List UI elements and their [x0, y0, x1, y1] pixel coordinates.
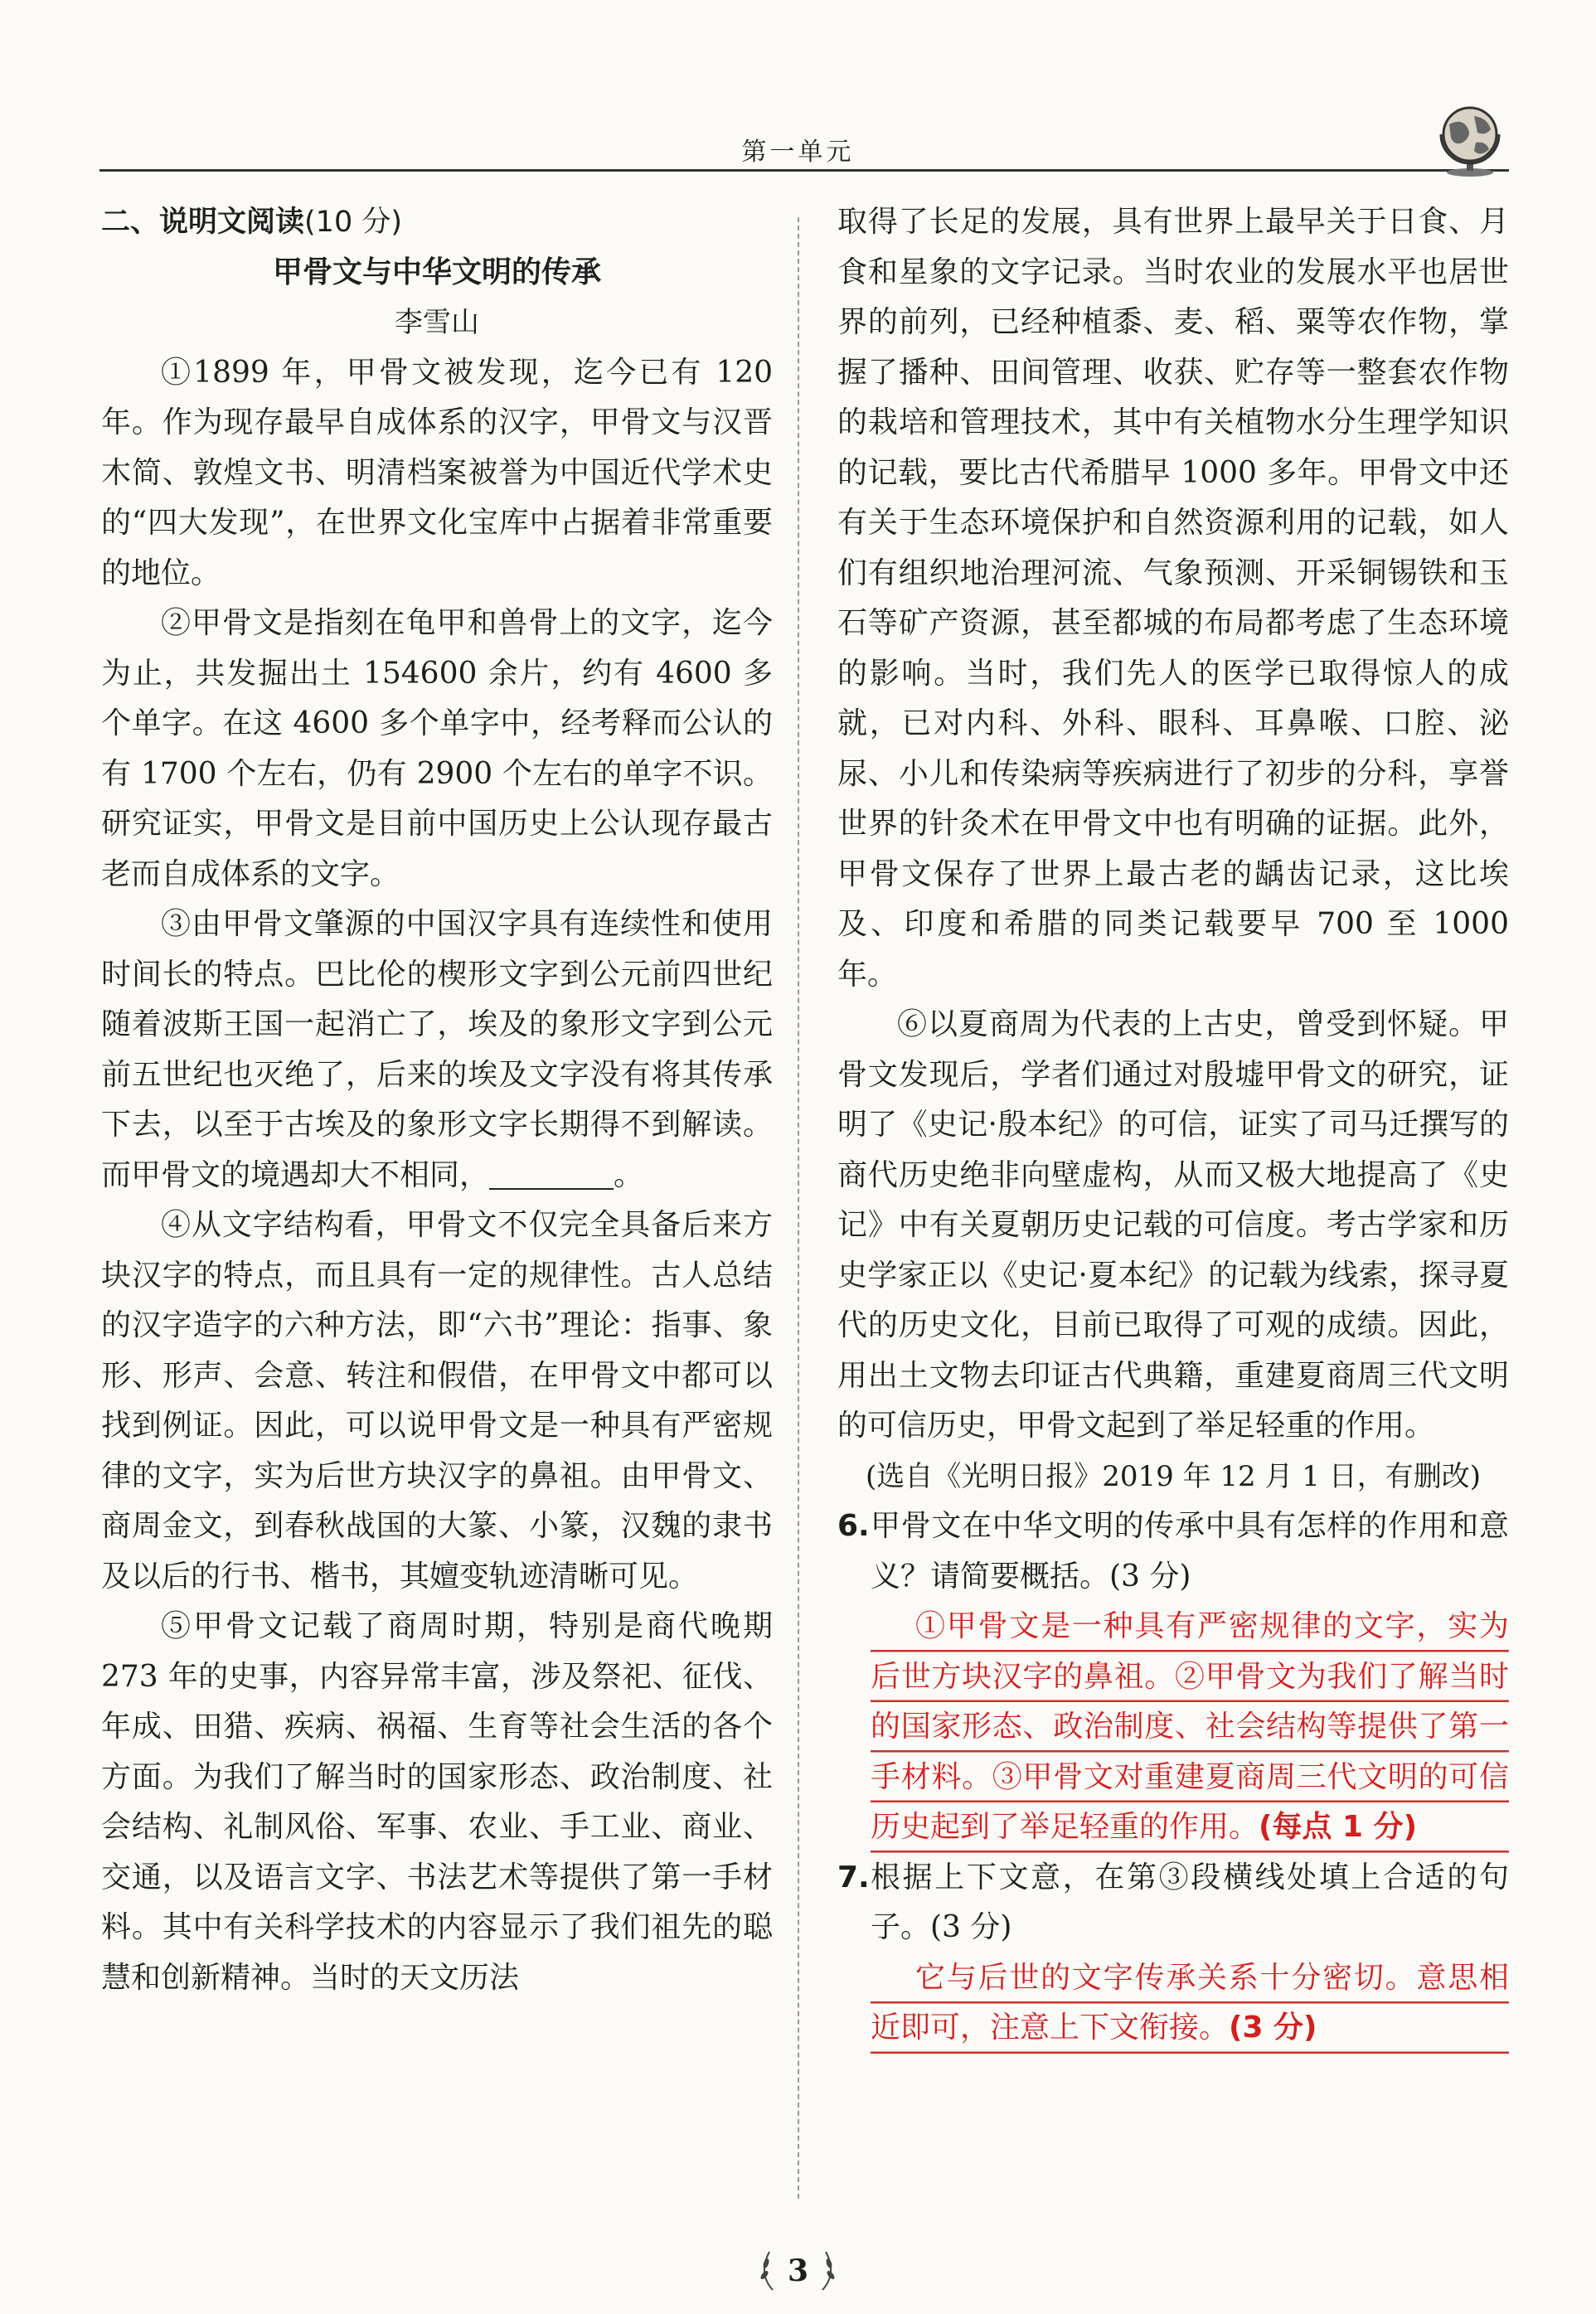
answer-7: 它与后世的文字传承关系十分密切。意思相近即可，注意上下文衔接。(3 分)	[871, 1953, 1509, 2054]
answer-6: ①甲骨文是一种具有严密规律的文字，实为后世方块汉字的鼻祖。②甲骨文为我们了解当时的国家形态、政治制度、社会结构等提供了第一手材料。③甲骨文对重建夏商周三代文明的可信历史起到了举足轻重的作用。(每点 1 分)	[871, 1602, 1509, 1853]
question-7: 7. 根据上下文意，在第③段横线处填上合适的句子。(3 分)	[837, 1860, 1509, 1944]
column-divider	[798, 217, 799, 2199]
fill-in-blank[interactable]	[489, 1158, 614, 1190]
unit-title: 第一单元	[741, 138, 855, 167]
left-column	[101, 197, 773, 2003]
paragraph-2: ②甲骨文是指刻在龟甲和兽骨上的文字，迄今为止，共发掘出土 154600 余片，约有 4600 多个单字。在这 4600 多个单字中，经考释而公认的有 1700 个左右，仍有 2900 个左右的单字不识。研究证实，甲骨文是目前中国历史上公认现存最古老而自成体系的文字。	[101, 606, 773, 891]
paragraph-3: ③由甲骨文肇源的中国汉字具有连续性和使用时间长的特点。巴比伦的楔形文字到公元前四世纪随着波斯王国一起消亡了，埃及的象形文字到公元前五世纪也灭绝了，后来的埃及文字没有将其传承下去，以至于古埃及的象形文字长期得不到解读。而甲骨文的境遇却大不相同， 。	[101, 907, 773, 1192]
section-heading: 二、说明文阅读(10 分)	[101, 206, 402, 239]
right-column	[837, 197, 1509, 2054]
globe-icon	[1424, 99, 1516, 178]
page-number: 3	[787, 2253, 809, 2288]
paragraph-1: ①1899 年，甲骨文被发现，迄今已有 120 年。作为现存最早自成体系的汉字，甲骨文与汉晋木简、敦煌文书、明清档案被誉为中国近代学术史的“四大发现”，在世界文化宝库中占据着非常重要的地位。	[101, 355, 773, 590]
source-citation: (选自《光明日报》2019 年 12 月 1 日，有删改)	[866, 1459, 1481, 1493]
article-author: 李雪山	[395, 306, 479, 339]
paragraph-6: ⑥以夏商周为代表的上古史，曾受到怀疑。甲骨文发现后，学者们通过对殷墟甲骨文的研究，证明了《史记·殷本纪》的可信，证实了司马迁撰写的商代历史绝非向壁虚构，从而又极大地提高了《史记》中有关夏朝历史记载的可信度。考古学家和历史学家正以《史记·夏本纪》的记载为线索，探寻夏代的历史文化，目前已取得了可观的成绩。因此，用出土文物去印证古代典籍，重建夏商周三代文明的可信历史，甲骨文起到了举足轻重的作用。	[837, 1007, 1509, 1443]
question-6: 6. 甲骨文在中华文明的传承中具有怎样的作用和意义？请简要概括。(3 分)	[837, 1509, 1509, 1594]
header-rule	[99, 169, 1509, 172]
article-title: 甲骨文与中华文明的传承	[272, 255, 601, 289]
paragraph-4: ④从文字结构看，甲骨文不仅完全具备后来方块汉字的特点，而且具有一定的规律性。古人总结的汉字造字的六种方法，即“六书”理论：指事、象形、形声、会意、转注和假借，在甲骨文中都可以找到例证。因此，可以说甲骨文是一种具有严密规律的文字，实为后世方块汉字的鼻祖。由甲骨文、商周金文，到春秋战国的大篆、小篆，汉魏的隶书及以后的行书、楷书，其嬗变轨迹清晰可见。	[101, 1208, 773, 1594]
paragraph-5: ⑤甲骨文记载了商周时期，特别是商代晚期 273 年的史事，内容异常丰富，涉及祭祀、征伐、年成、田猎、疾病、祸福、生育等社会生活的各个方面。为我们了解当时的国家形态、政治制度、社会结构、礼制风俗、军事、农业、手工业、商业、交通，以及语言文字、书法艺术等提供了第一手材料。其中有关科学技术的内容显示了我们祖先的聪慧和创新精神。当时的天文历法	[101, 1609, 773, 1995]
paragraph-5-continued: 取得了长足的发展，具有世界上最早关于日食、月食和星象的文字记录。当时农业的发展水平也居世界的前列，已经种植黍、麦、稻、粟等农作物，掌握了播种、田间管理、收获、贮存等一整套农作物的栽培和管理技术，其中有关植物水分生理学知识的记载，要比古代希腊早 1000 多年。甲骨文中还有关于生态环境保护和自然资源利用的记载，如人们有组织地治理河流、气象预测、开采铜锡铁和玉石等矿产资源，甚至都城的布局都考虑了生态环境的影响。当时，我们先人的医学已取得惊人的成就，已对内科、外科、眼科、耳鼻喉、口腔、泌尿、小儿和传染病等疾病进行了初步的分科，享誉世界的针灸术在甲骨文中也有明确的证据。此外，甲骨文保存了世界上最古老的龋齿记录，这比埃及、印度和希腊的同类记载要早 700 至 1000 年。	[837, 205, 1509, 992]
